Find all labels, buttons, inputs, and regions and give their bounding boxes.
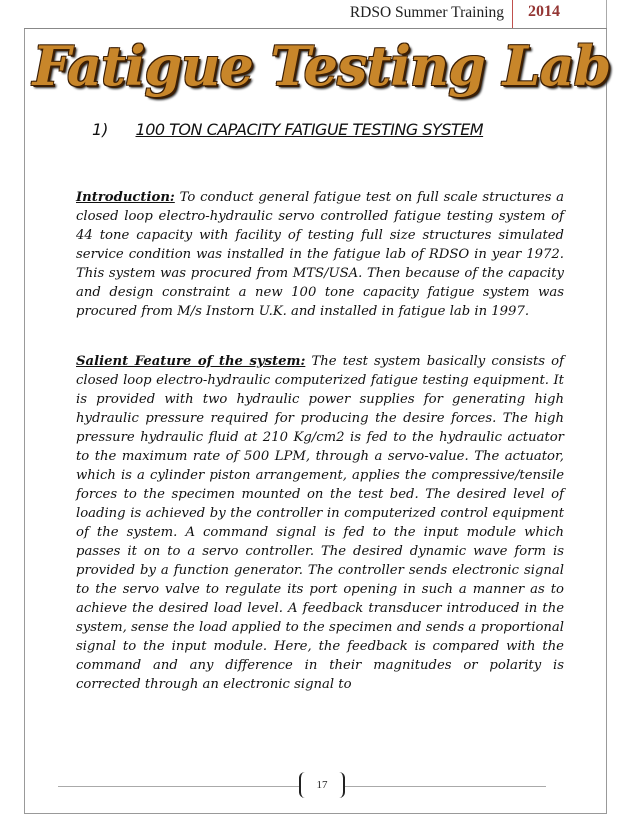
section-title: 100 TON CAPACITY FATIGUE TESTING SYSTEM [135,120,484,139]
section-heading [92,120,483,139]
header-separator [512,0,513,28]
introduction-paragraph [76,188,564,321]
banner-title: Fatigue Testing Lab [32,34,611,98]
salient-feature-paragraph [76,352,564,694]
section-number: 1) [92,120,109,139]
header-year: 2014 [528,3,560,20]
introduction-lead: Introduction: [76,190,175,205]
page-number: 17 [299,772,345,798]
salient-feature-lead: Salient Feature of the system: [76,354,306,369]
header-title: RDSO Summer Training [349,4,504,21]
salient-feature-text: The test system basically consists of closed loop electro-hydraulic computerized fatigue testing equipment. It is provided with two hydraulic power supplies for generating high hydraulic pressure required for producing the desire forces. The high pressure hydraulic fluid at 210 Kg/cm2 is fed to the hydraulic actuator to the maximum rate of 500 LPM, through a servo-value. The actuator, which is a cylinder piston arrangement, applies the compressive/tensile forces to the specimen mounted on the test bed. The desired level of loading is achieved by the controller in computerized control equipment of the system. A command signal is fed to the input module which passes it on to a servo controller. The desired dynamic wave form is provided by a function generator. The controller sends electronic signal to the servo valve to regulate its port opening in such a manner as to achieve the desired load level. A feedback transducer introduced in the system, sense the load applied to the specimen and sends a proportional signal to the input module. Here, the feedback is compared with the command and any difference in their magnitudes or polarity is corrected through an electronic signal to [76,354,564,692]
introduction-text: To conduct general fatigue test on full scale structures a closed loop electro-hydraulic servo controlled fatigue testing system of 44 tone capacity with facility of testing full size structures simulated service condition was installed in the fatigue lab of RDSO in year 1972. This system was procured from MTS/USA. Then because of the capacity and design constraint a new 100 tone capacity fatigue system was procured from M/s Instorn U.K. and installed in fatigue lab in 1997. [76,190,564,319]
header-right-border [606,0,607,28]
